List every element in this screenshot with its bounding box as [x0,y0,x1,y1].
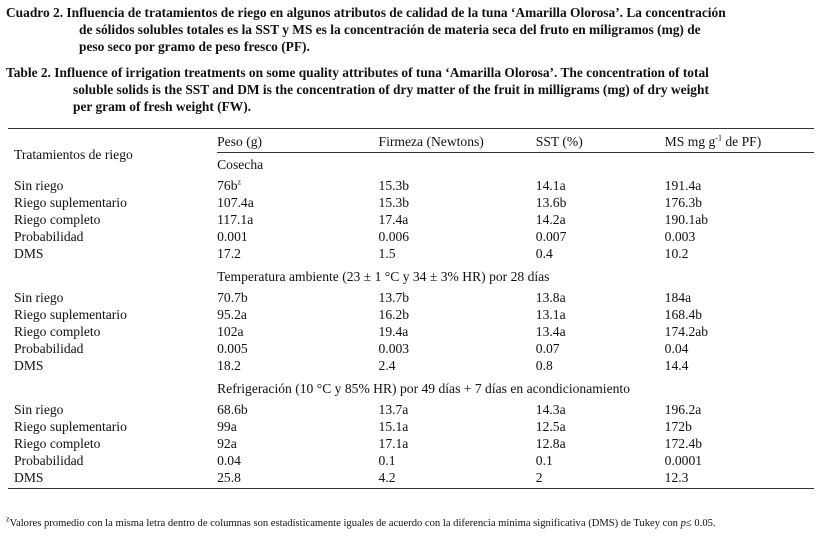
cell-peso-text: 76b [217,178,238,193]
cell-firmeza [379,245,536,262]
cell-ms [665,357,814,374]
cell-firmeza [379,469,536,489]
table-row [8,194,814,211]
cell-sst-text: 12.5a [535,419,566,434]
cell-ms [665,177,814,194]
cell-ms [665,306,814,323]
cell-peso [217,245,378,262]
row-label-text: Probabilidad [14,341,84,356]
cell-firmeza [379,194,536,211]
cell-peso-sup: z [237,177,242,187]
row-label-text: DMS [14,358,44,373]
cell-sst [536,469,665,489]
cell-ms [665,401,814,418]
cell-ms-text: 190.1ab [664,212,709,227]
header-ms-sup: -1 [715,133,722,143]
cell-ms-text: 14.4 [664,358,689,373]
table-row [8,435,814,452]
section-blank [8,268,217,289]
cell-ms-text: 172.4b [664,436,703,451]
header-ms-pre: MS mg g [664,134,716,149]
cell-sst-text: 14.2a [535,212,566,227]
cell-sst-text: 14.1a [535,178,566,193]
table-row [8,177,814,194]
cell-firmeza-text: 2.4 [378,358,396,373]
header-treatment: Tratamientos de riego [8,129,217,178]
row-label [8,177,217,194]
quality-table [8,128,814,489]
cell-peso [217,228,378,245]
cell-sst-text: 0.8 [535,358,553,373]
footnote [6,514,716,529]
caption-en-text-1: Influence of irrigation treatments on some quality attributes of tuna ‘Amarilla Olorosa’. The concentration of total [54,65,709,80]
cell-ms-text: 0.003 [664,229,696,244]
cell-ms [665,211,814,228]
cell-ms-text: 0.04 [664,341,689,356]
row-label [8,289,217,306]
row-label [8,418,217,435]
cell-sst [536,194,665,211]
table-row [8,418,814,435]
cell-sst [536,177,665,194]
row-label [8,323,217,340]
cell-firmeza [379,340,536,357]
caption-en-label: Table 2. [6,65,51,80]
cell-peso [217,340,378,357]
cell-peso [217,177,378,194]
cell-ms-text: 176.3b [664,195,703,210]
cell-ms [665,418,814,435]
cell-ms-text: 0.0001 [664,453,703,468]
cell-ms-text: 174.2ab [664,324,709,339]
cell-ms [665,340,814,357]
cell-firmeza-text: 15.3b [378,195,410,210]
cell-sst-text: 0.007 [535,229,567,244]
table-row [8,357,814,374]
cell-ms [665,435,814,452]
cell-firmeza [379,323,536,340]
cell-peso-text: 70.7b [217,290,248,305]
cell-peso [217,401,378,418]
cell-peso [217,418,378,435]
row-label [8,340,217,357]
table-body [8,177,814,489]
table-row [8,452,814,469]
cell-peso-text: 18.2 [217,358,241,373]
cell-sst-text: 13.1a [535,307,566,322]
cell-firmeza [379,211,536,228]
footnote-tail: ≤ 0.05. [685,518,716,529]
cell-firmeza [379,228,536,245]
cell-ms-text: 196.2a [664,402,702,417]
cell-sst [536,245,665,262]
cell-ms-text: 172b [664,419,692,434]
cell-peso-text: 68.6b [217,402,248,417]
cell-sst [536,323,665,340]
section-title-row [8,380,814,401]
table-row [8,340,814,357]
footnote-text: Valores promedio con la misma letra dentro de columnas son estadísticamente iguales de acuerdo con la diferencia mínima significativa (DMS) de Tukey con [9,518,681,529]
row-label-text: DMS [14,246,44,261]
cell-ms-text: 191.4a [664,178,702,193]
section-title: Refrigeración (10 °C y 85% HR) por 49 días + 7 días en acondicionamiento [217,381,630,396]
caption-en-line-1 [6,64,709,81]
row-label [8,194,217,211]
caption-es-line-1 [6,4,726,21]
row-label [8,357,217,374]
section-title-row [8,268,814,289]
row-label-text: Riego completo [14,212,101,227]
section-title: Temperatura ambiente (23 ± 1 °C y 34 ± 3% HR) por 28 días [217,269,550,284]
caption-es-label: Cuadro 2. [6,5,64,20]
footnote-p: p [680,518,686,529]
row-label-text: Sin riego [14,290,64,305]
row-label [8,469,217,489]
cell-firmeza-text: 16.2b [378,307,410,322]
cell-peso [217,323,378,340]
cell-peso [217,469,378,489]
cell-firmeza-text: 15.3b [378,178,410,193]
cell-sst-text: 0.07 [535,341,560,356]
cell-sst-text: 0.1 [535,453,553,468]
section-title: Cosecha [217,153,814,178]
cell-sst [536,306,665,323]
row-label-text: Riego completo [14,436,101,451]
cell-firmeza-text: 4.2 [378,470,396,485]
row-label-text: Sin riego [14,402,64,417]
cell-sst [536,228,665,245]
cell-peso [217,306,378,323]
cell-peso-text: 102a [217,324,244,339]
table-header-row [8,129,814,153]
cell-sst-text: 12.8a [535,436,566,451]
table-row [8,289,814,306]
cell-firmeza-text: 0.003 [378,341,410,356]
row-label [8,245,217,262]
cell-peso-text: 0.001 [217,229,248,244]
cell-firmeza-text: 13.7b [378,290,410,305]
cell-sst [536,452,665,469]
table-row [8,228,814,245]
footnote-marker: z [6,514,10,524]
cell-firmeza [379,401,536,418]
cell-ms [665,323,814,340]
cell-sst [536,418,665,435]
cell-peso [217,452,378,469]
cell-sst-text: 0.4 [535,246,553,261]
cell-peso-text: 25.8 [217,470,241,485]
caption-es-line-3: peso seco por gramo de peso fresco (PF). [79,39,310,54]
row-label-text: Riego suplementario [14,195,127,210]
header-ms [665,129,814,153]
cell-sst [536,340,665,357]
cell-ms [665,228,814,245]
cell-sst [536,289,665,306]
cell-firmeza [379,177,536,194]
cell-firmeza-text: 17.1a [378,436,409,451]
cell-sst [536,401,665,418]
row-label-text: Probabilidad [14,453,84,468]
row-label [8,435,217,452]
table-row [8,306,814,323]
cell-peso [217,211,378,228]
cell-ms [665,289,814,306]
row-label-text: Riego suplementario [14,419,127,434]
cell-firmeza-text: 19.4a [378,324,409,339]
cell-peso-text: 17.2 [217,246,241,261]
cell-sst-text: 13.8a [535,290,566,305]
cell-peso-text: 0.005 [217,341,248,356]
cell-firmeza-text: 17.4a [378,212,409,227]
header-peso: Peso (g) [217,129,378,153]
row-label-text: DMS [14,470,44,485]
cell-firmeza-text: 13.7a [378,402,409,417]
cell-ms [665,194,814,211]
cell-firmeza-text: 0.1 [378,453,396,468]
row-label [8,228,217,245]
row-label [8,306,217,323]
row-label-text: Riego completo [14,324,101,339]
row-label [8,452,217,469]
cell-firmeza-text: 1.5 [378,246,396,261]
cell-ms-text: 12.3 [664,470,689,485]
cell-ms [665,469,814,489]
cell-firmeza-text: 0.006 [378,229,410,244]
row-label-text: Riego suplementario [14,307,127,322]
header-ms-post: de PF) [721,134,762,149]
caption-en-line-3: per gram of fresh weight (FW). [73,99,252,114]
cell-peso [217,357,378,374]
cell-peso-text: 107.4a [217,195,254,210]
cell-peso [217,435,378,452]
cell-sst-text: 13.4a [535,324,566,339]
row-label-text: Sin riego [14,178,64,193]
table-row [8,401,814,418]
cell-sst [536,211,665,228]
cell-firmeza [379,357,536,374]
cell-peso-text: 92a [217,436,237,451]
table-row [8,245,814,262]
cell-firmeza [379,435,536,452]
cell-ms [665,452,814,469]
cell-sst-text: 2 [535,470,543,485]
cell-firmeza [379,306,536,323]
cell-ms-text: 168.4b [664,307,703,322]
cell-firmeza [379,418,536,435]
section-blank [8,380,217,401]
row-label [8,211,217,228]
cell-peso-text: 95.2a [217,307,247,322]
cell-peso-text: 0.04 [217,453,241,468]
cell-ms-text: 10.2 [664,246,689,261]
cell-peso-text: 117.1a [217,212,254,227]
cell-sst-text: 14.3a [535,402,566,417]
table-row [8,469,814,489]
cell-sst [536,435,665,452]
cell-peso [217,289,378,306]
cell-firmeza [379,452,536,469]
cell-sst [536,357,665,374]
cell-sst-text: 13.6b [535,195,567,210]
header-firmeza: Firmeza (Newtons) [379,129,536,153]
cell-ms [665,245,814,262]
cell-peso-text: 99a [217,419,237,434]
caption-es-line-2: de sólidos solubles totales es la SST y MS es la concentración de materia seca del fruto en miligramos (mg) de [79,22,701,37]
table-row [8,211,814,228]
cell-peso [217,194,378,211]
cell-firmeza-text: 15.1a [378,419,409,434]
caption-es-text-1: Influencia de tratamientos de riego en algunos atributos de calidad de la tuna ‘Amarilla Olorosa’. La concentración [66,5,726,20]
header-sst: SST (%) [536,129,665,153]
cell-ms-text: 184a [664,290,692,305]
row-label [8,401,217,418]
cell-firmeza [379,289,536,306]
row-label-text: Probabilidad [14,229,84,244]
table-row [8,323,814,340]
caption-en-line-2: soluble solids is the SST and DM is the concentration of dry matter of the fruit in milligrams (mg) of dry weight [73,82,709,97]
